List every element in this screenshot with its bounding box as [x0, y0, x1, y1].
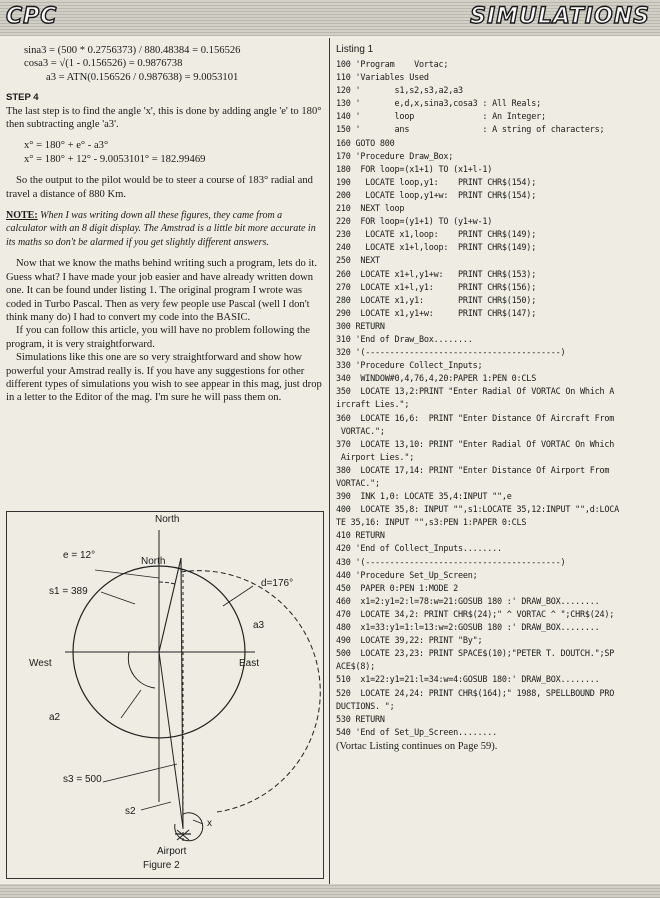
page-header — [0, 0, 660, 36]
angle-a2-label: a2 — [49, 712, 61, 723]
note-paragraph — [6, 209, 322, 249]
east-label: East — [239, 658, 260, 669]
code-line: 480 x1=33:y1=1:l=13:w=2:GOSUB 180 :' DRAW_BOX........ — [336, 622, 600, 633]
code-line: 330 'Procedure Collect_Inputs; — [336, 360, 483, 371]
airport-label: Airport — [157, 846, 187, 857]
step-text: The last step is to find the angle 'x', this is done by adding angle 'e' to 180° then subtracting angle 'a3'. — [6, 105, 322, 131]
angle-a2-arc — [128, 652, 155, 688]
code-line: 100 'Program Vortac; — [336, 59, 449, 69]
code-line: 180 FOR loop=(x1+1) TO (x1+l-1) — [336, 163, 493, 174]
code-line: 390 INK 1,0: LOCATE 35,4:INPUT "",e — [336, 491, 512, 502]
magazine-section-title: CPC — [6, 4, 58, 29]
article-section-title: SIMULATIONS — [470, 4, 650, 29]
note-text: When I was writing down all these figures, they came from a calculator with an 8 digit display. The Amstrad is a little bit more accurate in its maths so don't be alarmed if you get slightly different answers. — [6, 210, 316, 248]
listing-title: Listing 1 — [336, 44, 374, 55]
code-line: VORTAC."; — [336, 425, 385, 436]
code-line: 510 x1=22:y1=21:l=34:w=4:GOSUB 180:' DRAW_BOX........ — [336, 674, 600, 685]
figure-2 — [6, 511, 324, 879]
code-line: 440 'Procedure Set_Up_Screen; — [336, 569, 478, 580]
west-label: West — [29, 658, 52, 669]
equation-line: x° = 180° + 12° - 9.0053101° = 182.99469 — [24, 153, 206, 165]
code-line: 150 ' ans : A string of characters; — [336, 124, 605, 135]
angle-x-arc — [175, 813, 203, 841]
code-line: 410 RETURN — [336, 530, 385, 541]
s1-label: s1 = 389 — [49, 586, 88, 597]
code-line: 430 '(----------------------------------------) — [336, 556, 566, 567]
equation-line: a3 = ATN(0.156526 / 0.987638) = 9.0053101 — [46, 71, 239, 83]
code-line: 130 ' e,d,x,sina3,cosa3 : All Reals; — [336, 98, 541, 109]
code-line: Airport Lies."; — [336, 451, 415, 462]
code-line: DUCTIONS. "; — [336, 700, 395, 711]
code-line: 360 LOCATE 16,6: PRINT "Enter Distance Of Aircraft From — [336, 412, 615, 423]
angle-a3-label: a3 — [253, 620, 265, 631]
code-line: ircraft Lies."; — [336, 399, 410, 410]
code-line: 200 LOCATE loop,y1+w: PRINT CHR$(154); — [336, 189, 537, 200]
code-line: 520 LOCATE 24,24: PRINT CHR$(164);" 1988, SPELLBOUND PRO — [336, 687, 615, 698]
label-leader-a2 — [121, 690, 141, 718]
code-line: 240 LOCATE x1+l,loop: PRINT CHR$(149); — [336, 242, 537, 253]
label-leader-s1 — [101, 592, 135, 604]
output-paragraph: So the output to the pilot would be to steer a course of 183° radial and travel a distance of 880 Km. — [6, 175, 313, 200]
column-divider — [329, 38, 330, 884]
code-line: 400 LOCATE 35,8: INPUT "",s1:LOCATE 35,12:INPUT "",d:LOCA — [336, 504, 620, 515]
angle-d-label: d=176° — [261, 578, 294, 589]
code-line: 110 'Variables Used — [336, 72, 429, 83]
code-line: 230 LOCATE x1,loop: PRINT CHR$(149); — [336, 229, 537, 240]
code-line: 210 NEXT loop — [336, 203, 405, 214]
code-line: 260 LOCATE x1+l,y1+w: PRINT CHR$(153); — [336, 268, 537, 279]
code-line: 310 'End of Draw_Box........ — [336, 333, 473, 344]
north-inner-label: North — [141, 556, 166, 567]
code-line: 190 LOCATE loop,y1: PRINT CHR$(154); — [336, 176, 537, 187]
north-label: North — [155, 514, 180, 525]
code-line: 170 'Procedure Draw_Box; — [336, 150, 454, 161]
code-line: 120 ' s1,s2,s3,a2,a3 — [336, 85, 463, 96]
code-line: TE 35,16: INPUT "",s3:PEN 1:PAPER 0:CLS — [336, 517, 527, 528]
code-line: 280 LOCATE x1,y1: PRINT CHR$(150); — [336, 294, 537, 305]
code-line: 380 LOCATE 17,14: PRINT "Enter Distance Of Airport From — [336, 464, 610, 475]
continuation-note: (Vortac Listing continues on Page 59). — [336, 740, 498, 752]
code-line: 270 LOCATE x1+l,y1: PRINT CHR$(156); — [336, 281, 537, 292]
code-line: 140 ' loop : An Integer; — [336, 111, 546, 122]
left-column — [6, 44, 322, 405]
equation-line: cosa3 = √(1 - 0.156526) = 0.9876738 — [24, 58, 183, 70]
label-leader-e — [95, 570, 159, 578]
figure-caption: Figure 2 — [143, 860, 180, 871]
equation-line: x° = 180° + e° - a3° — [24, 140, 109, 152]
code-line: ACE$(8); — [336, 661, 376, 672]
code-line: 250 NEXT — [336, 255, 380, 266]
code-line: 470 LOCATE 34,2: PRINT CHR$(24);" ^ VORTAC ^ ";CHR$(24); — [336, 608, 615, 619]
code-line: 450 PAPER 0:PEN 1:MODE 2 — [336, 582, 458, 593]
code-line: 490 LOCATE 39,22: PRINT "By"; — [336, 635, 483, 646]
code-line: 160 GOTO 800 — [336, 137, 395, 148]
right-column — [336, 44, 658, 762]
body-paragraph: If you can follow this article, you will have no problem following the program, it is very straightforward. — [6, 325, 310, 350]
angle-e-arc — [159, 582, 175, 584]
code-line: 420 'End of Collect_Inputs........ — [336, 543, 502, 554]
code-listing — [336, 58, 658, 739]
code-line: 500 LOCATE 23,23: PRINT SPACE$(10);"PETER T. DOUTCH.";SP — [336, 648, 615, 659]
s2-label: s2 — [125, 806, 136, 817]
code-line: 220 FOR loop=(y1+1) TO (y1+w-1) — [336, 216, 493, 227]
code-line: 460 x1=2:y1=2:l=78:w=21:GOSUB 180 :' DRAW_BOX........ — [336, 595, 600, 606]
body-paragraph: Now that we know the maths behind writing such a program, lets do it. Guess what? I have made your job easier and have already written down one. It can be found under listing 1. The original program I wrote was coded in Turbo Pascal. Then as very few people use Pascal (well I don't think many do) I had to convert my code into the BASIC. — [6, 258, 317, 323]
equation-line: sina3 = (500 * 0.2756373) / 880.48384 = 0.156526 — [24, 45, 241, 56]
page-footer — [0, 884, 660, 898]
step-heading: STEP 4 — [6, 92, 39, 104]
label-leader-s3 — [103, 764, 177, 782]
label-leader-s2 — [141, 802, 171, 810]
code-line: 350 LOCATE 13,2:PRINT "Enter Radial Of VORTAC On Which A — [336, 386, 615, 397]
note-label: NOTE: — [6, 210, 38, 222]
code-line: 290 LOCATE x1,y1+w: PRINT CHR$(147); — [336, 307, 537, 318]
angle-d-arc — [181, 571, 320, 812]
code-line: 370 LOCATE 13,10: PRINT "Enter Radial Of VORTAC On Which — [336, 438, 615, 449]
code-line: 300 RETURN — [336, 320, 385, 331]
code-line: 320 '(----------------------------------------) — [336, 347, 566, 358]
angle-e-label: e = 12° — [63, 550, 96, 561]
code-line: 530 RETURN — [336, 713, 385, 724]
label-leader-d — [223, 586, 253, 606]
code-line: 340 WINDOW#0,4,76,4,20:PAPER 1:PEN 0:CLS — [336, 373, 537, 384]
s2-line — [159, 652, 183, 828]
s3-label: s3 = 500 — [63, 774, 102, 785]
body-paragraph: Simulations like this one are so very straightforward and show how powerful your Amstrad really is. If you have any suggestions for other different types of simulations you wish to see appear in this mag, just drop in a letter to the Editor of the mag. I'm sure he will pass them on. — [6, 352, 322, 404]
code-line: VORTAC."; — [336, 478, 380, 488]
s1-line — [159, 558, 181, 652]
code-line: 540 'End of Set_Up_Screen........ — [336, 726, 498, 737]
angle-x-label: x — [207, 818, 212, 829]
